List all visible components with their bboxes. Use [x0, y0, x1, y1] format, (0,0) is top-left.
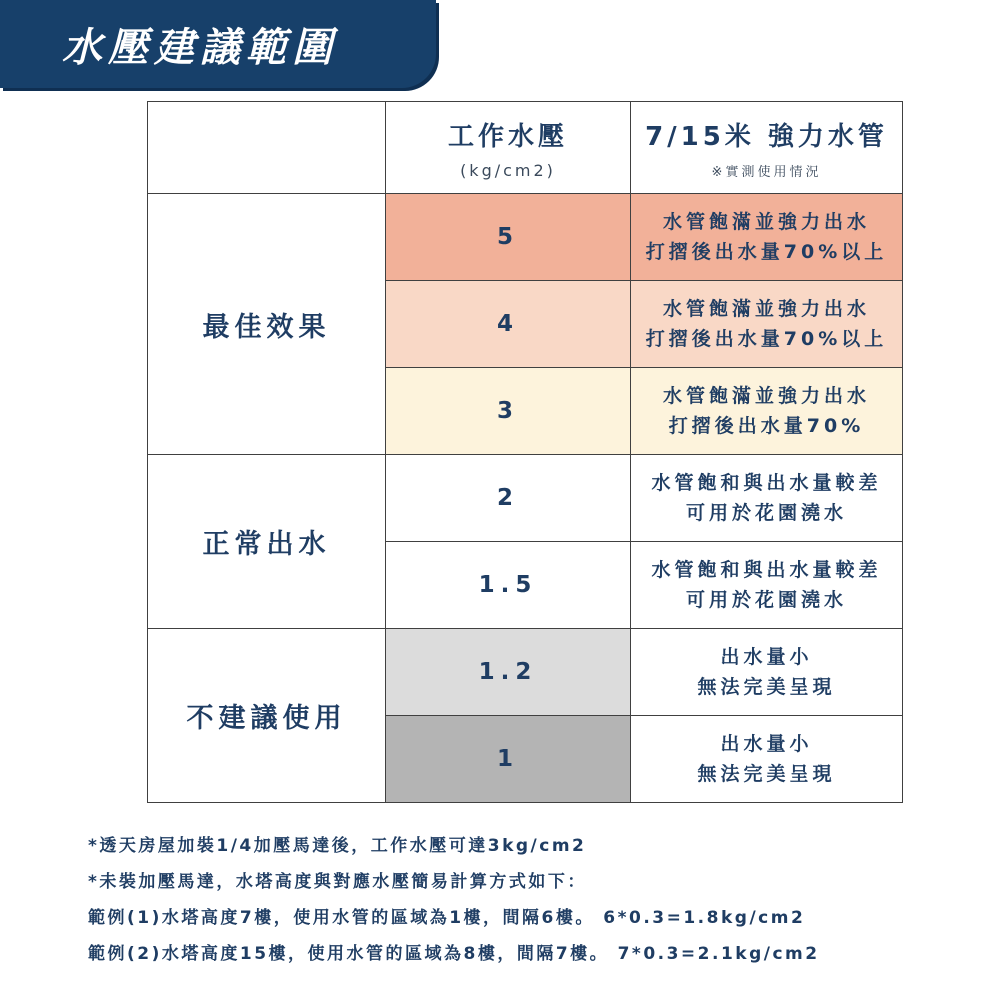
header-hose-label: 7/15米 強力水管	[645, 121, 888, 152]
hose-description	[631, 194, 903, 281]
pressure-value: 5	[386, 194, 631, 281]
description-line-1: 水管飽滿並強力出水	[662, 298, 870, 320]
description-line-1: 水管飽和與出水量較差	[651, 559, 882, 581]
title-banner	[0, 0, 436, 88]
description-line-2: 可用於花園澆水	[685, 502, 847, 524]
header-pressure-unit: (kg/cm2)	[460, 160, 556, 180]
pressure-value: 1.2	[386, 629, 631, 716]
description-line-2: 無法完美呈現	[697, 676, 836, 698]
footnote-motor: *透天房屋加裝1/4加壓馬達後，工作水壓可達3kg/cm2	[88, 836, 587, 856]
description-line-2: 打摺後出水量70%以上	[645, 241, 888, 263]
header-empty-cell	[148, 102, 386, 194]
header-hose-note: ※實測使用情況	[711, 164, 822, 180]
description-line-1: 出水量小	[720, 646, 813, 668]
header-row	[148, 102, 903, 194]
description-line-2: 打摺後出水量70%以上	[645, 328, 888, 350]
footnote-example-2: 範例(2)水塔高度15樓，使用水管的區域為8樓，間隔7樓。 7*0.3=2.1kg/cm2	[88, 944, 820, 964]
header-pressure	[386, 102, 631, 194]
table-row	[148, 629, 903, 716]
footnote-example-1: 範例(1)水塔高度7樓，使用水管的區域為1樓，間隔6樓。 6*0.3=1.8kg/cm2	[88, 908, 806, 928]
description-line-1: 水管飽和與出水量較差	[651, 472, 882, 494]
description-line-1: 水管飽滿並強力出水	[662, 211, 870, 233]
page-title: 水壓建議範圍	[62, 25, 338, 71]
header-pressure-label: 工作水壓	[447, 121, 568, 152]
pressure-value: 1	[386, 716, 631, 803]
footnotes	[88, 828, 968, 972]
hose-description	[631, 716, 903, 803]
hose-description	[631, 368, 903, 455]
footnote-calculation: *未裝加壓馬達，水塔高度與對應水壓簡易計算方式如下：	[88, 872, 587, 892]
description-line-2: 可用於花園澆水	[685, 589, 847, 611]
category-normal: 正常出水	[148, 455, 386, 629]
pressure-value: 2	[386, 455, 631, 542]
description-line-2: 無法完美呈現	[697, 763, 836, 785]
pressure-table	[147, 101, 903, 803]
hose-description	[631, 542, 903, 629]
header-hose	[631, 102, 903, 194]
hose-description	[631, 455, 903, 542]
hose-description	[631, 629, 903, 716]
hose-description	[631, 281, 903, 368]
pressure-value: 1.5	[386, 542, 631, 629]
description-line-1: 水管飽滿並強力出水	[662, 385, 870, 407]
description-line-2: 打摺後出水量70%	[668, 415, 865, 437]
pressure-value: 3	[386, 368, 631, 455]
description-line-1: 出水量小	[720, 733, 813, 755]
category-not-recommended: 不建議使用	[148, 629, 386, 803]
table-row	[148, 455, 903, 542]
table-row	[148, 194, 903, 281]
category-best: 最佳效果	[148, 194, 386, 455]
pressure-value: 4	[386, 281, 631, 368]
